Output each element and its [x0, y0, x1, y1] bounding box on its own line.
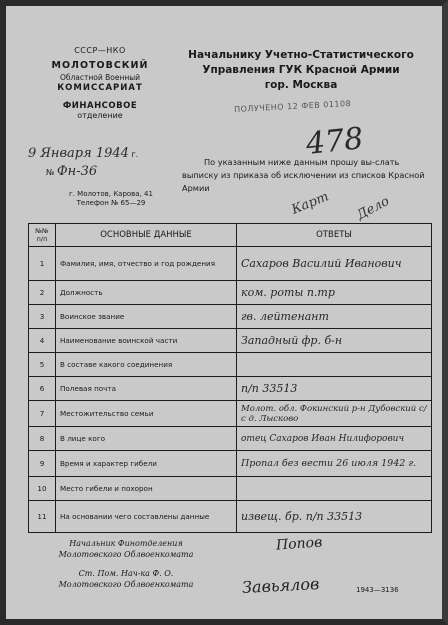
- table-row: [29, 353, 432, 377]
- row-label: В лице кого: [56, 427, 237, 451]
- print-reference: 1943—3136: [356, 586, 399, 594]
- row-num: 5: [29, 353, 56, 377]
- issuer-line-region: МОЛОТОВСКИЙ: [51, 60, 149, 71]
- row-answer: [237, 353, 432, 377]
- request-text: По указанным ниже данным прошу вы-слать выписку из приказа об исключении из списков Красной Армии: [182, 157, 425, 193]
- table-row: [29, 247, 432, 281]
- row-num: 11: [29, 501, 56, 533]
- table-row: [29, 451, 432, 477]
- row-num: 10: [29, 477, 56, 501]
- addressee-block: [171, 48, 431, 93]
- table-row: [29, 427, 432, 451]
- row-answer: отец Сахаров Иван Нилифорович: [237, 427, 432, 451]
- table-row: [29, 501, 432, 533]
- table-row: [29, 305, 432, 329]
- header-num: №№ п/п: [29, 224, 56, 247]
- footer-line-2: Молотовского Облвоенкомата: [58, 550, 194, 559]
- row-label: Наименование воинской части: [56, 329, 237, 353]
- row-label: Должность: [56, 281, 237, 305]
- row-label: На основании чего составлены данные: [56, 501, 237, 533]
- row-answer: извещ. бр. п/п 33513: [237, 501, 432, 533]
- table-row: [29, 377, 432, 401]
- issuer-line-ussr: СССР—НКО: [74, 46, 126, 55]
- received-stamp: ПОЛУЧЕНО 12 ФЕВ 01108: [233, 98, 352, 115]
- signature-2: Завьялов: [241, 573, 320, 598]
- row-num: 1: [29, 247, 56, 281]
- row-num: 9: [29, 451, 56, 477]
- footer-line-4: Молотовского Облвоенкомата: [58, 580, 194, 589]
- header-label: ОСНОВНЫЕ ДАННЫЕ: [56, 224, 237, 247]
- addressee-line-3: гор. Москва: [264, 79, 338, 91]
- row-num: 6: [29, 377, 56, 401]
- row-answer: Сахаров Василий Иванович: [237, 247, 432, 281]
- row-label: Полевая почта: [56, 377, 237, 401]
- footer-signatory-2: [26, 568, 226, 590]
- issuer-line-commissariat: КОМИССАРИАТ: [57, 83, 143, 93]
- phone-line: Телефон № 65—29: [76, 199, 146, 207]
- row-label: Местожительство семьи: [56, 401, 237, 427]
- row-answer: гв. лейтенант: [237, 305, 432, 329]
- handwritten-note-2: Дело: [354, 193, 392, 224]
- row-answer: п/п 33513: [237, 377, 432, 401]
- row-num: 4: [29, 329, 56, 353]
- row-num: 7: [29, 401, 56, 427]
- handwritten-number: 478: [304, 121, 365, 162]
- document-number: [46, 164, 97, 179]
- row-label: В составе какого соединения: [56, 353, 237, 377]
- table-row: [29, 477, 432, 501]
- issuer-line-oblast: Областной Военный: [59, 73, 141, 82]
- row-num: 8: [29, 427, 56, 451]
- row-label: Время и характер гибели: [56, 451, 237, 477]
- document-date: [28, 146, 168, 161]
- table-row: [29, 401, 432, 427]
- addressee-line-2: Управления ГУК Красной Армии: [202, 64, 400, 76]
- table-row: [29, 329, 432, 353]
- issuer-block: [20, 46, 180, 120]
- address-line: г. Молотов, Карова, 41: [69, 190, 153, 198]
- header-answer: ОТВЕТЫ: [237, 224, 432, 247]
- date-handwritten: 9 Января 1944: [28, 146, 129, 161]
- footer-line-3: Ст. Пом. Нач-ка Ф. О.: [78, 569, 174, 578]
- addressee-line-1: Начальнику Учетно-Статистического: [188, 49, 414, 61]
- row-num: 3: [29, 305, 56, 329]
- row-answer: Пропал без вести 26 июля 1942 г.: [237, 451, 432, 477]
- signature-1: Попов: [275, 534, 323, 554]
- row-label: Воинское звание: [56, 305, 237, 329]
- issuer-line-department: отделение: [77, 111, 123, 120]
- row-label: Фамилия, имя, отчество и год рождения: [56, 247, 237, 281]
- issuer-line-finance: ФИНАНСОВОЕ: [62, 101, 138, 111]
- row-answer: ком. роты п.тр: [237, 281, 432, 305]
- number-handwritten: Фн-36: [56, 164, 98, 179]
- row-answer: Молот. обл. Фокинский р-н Дубовский с/с д. Лысково: [237, 401, 432, 427]
- footer-signatory-1: [26, 538, 226, 560]
- row-label: Место гибели и похорон: [56, 477, 237, 501]
- number-prefix: №: [46, 168, 55, 177]
- date-suffix: г.: [131, 150, 139, 159]
- row-num: 2: [29, 281, 56, 305]
- footer-line-1: Начальник Финотделения: [69, 539, 183, 548]
- issuer-address: [36, 190, 186, 208]
- row-answer: Западный фр. б-н: [237, 329, 432, 353]
- data-table: [28, 223, 432, 533]
- table-row: [29, 281, 432, 305]
- table-header-row: [29, 224, 432, 247]
- handwritten-note-1: Карт: [289, 189, 331, 218]
- row-answer: [237, 477, 432, 501]
